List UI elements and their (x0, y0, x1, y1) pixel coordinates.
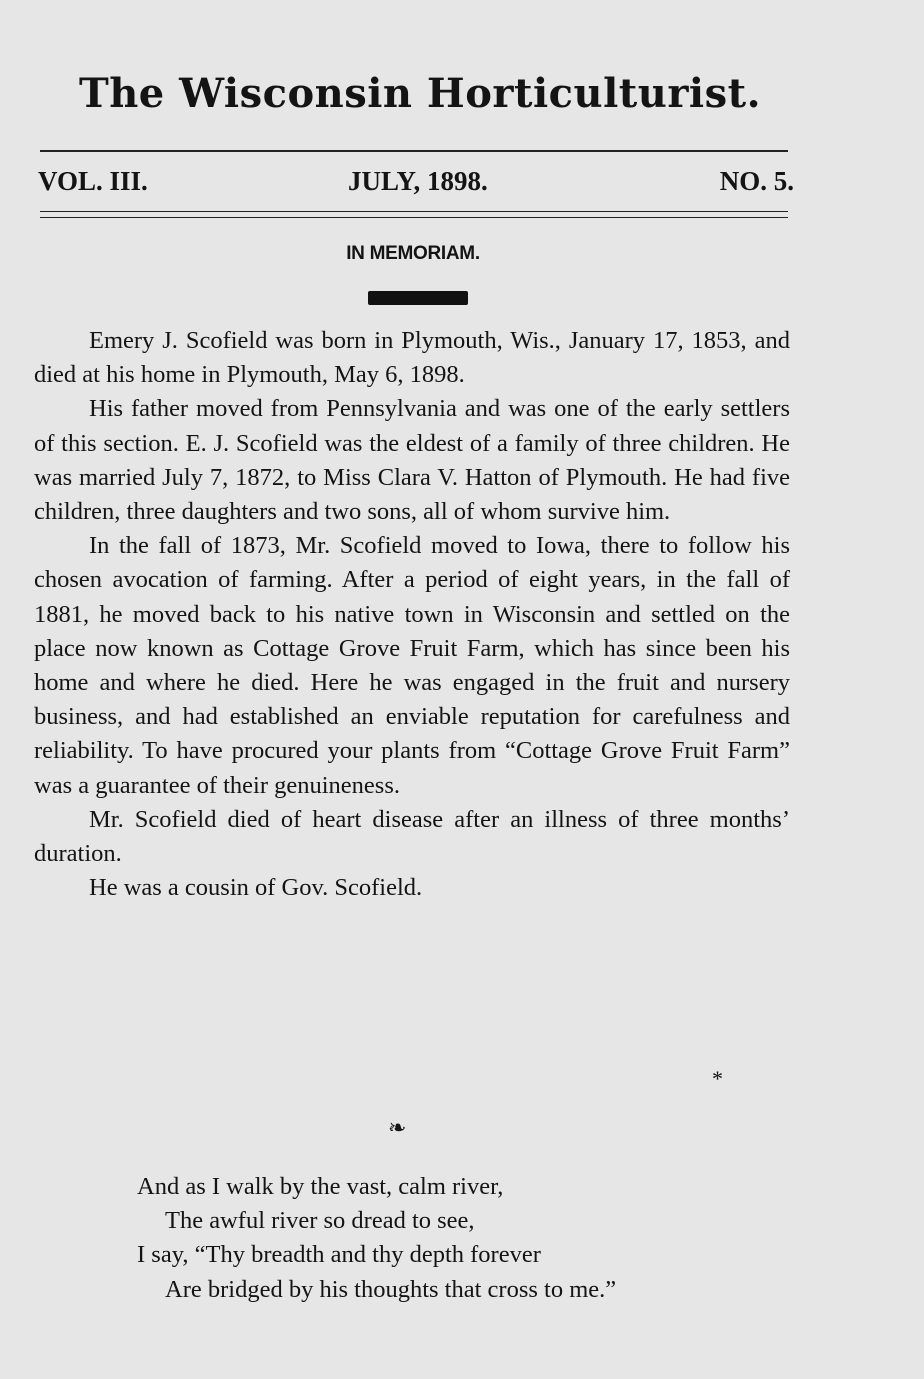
article-body (34, 324, 790, 905)
paragraph: He was a cousin of Gov. Scofield. (89, 874, 423, 902)
top-rule (40, 150, 788, 152)
issue-number: NO. 5. (719, 166, 794, 196)
poem-line: And as I walk by the vast, calm river, (137, 1173, 504, 1200)
poem-line: I say, “Thy breadth and thy depth forever (137, 1241, 541, 1269)
poem-line: Are bridged by his thoughts that cross to me.” (165, 1275, 617, 1303)
leaf-ornament-icon: ❧ (388, 1116, 407, 1141)
signature-asterisk: * (712, 1066, 723, 1091)
paragraph: Mr. Scofield died of heart disease after an illness of three months’ duration. (34, 805, 790, 868)
double-rule (40, 211, 788, 218)
article-heading: IN MEMORIAM. (346, 243, 480, 264)
issue-date: JULY, 1898. (348, 166, 488, 196)
paragraph: Emery J. Scofield was born in Plymouth, Wis., January 17, 1853, and died at his home in Plymouth, May 6, 1898. (34, 327, 790, 389)
paragraph: His father moved from Pennsylvania and was one of the early settlers of this section. E. J. Scofield was the eldest of a family of three children. He was married July 7, 1872, to Miss Clara V. Hatton of Plymouth. He had five children, three daughters and two sons, all of whom survive him. (34, 395, 790, 526)
masthead-title: The Wisconsin Horticulturist. (78, 70, 762, 117)
mourning-bar (368, 291, 468, 305)
issue-line (38, 160, 794, 200)
poem (137, 1170, 616, 1307)
paragraph: In the fall of 1873, Mr. Scofield moved to Iowa, there to follow his chosen avocation of farming. After a period of eight years, in the fall of 1881, he moved back to his native town in Wisconsin and settled on the place now known as Cottage Grove Fruit Farm, which has since been his home and where he died. Here he was engaged in the fruit and nursery business, and had established an enviable reputation for carefulness and reliability. To have procured your plants from “Cottage Grove Fruit Farm” was a guarantee of their genuineness. (34, 532, 790, 799)
poem-line: The awful river so dread to see, (165, 1207, 475, 1235)
volume-label: VOL. III. (38, 166, 148, 196)
